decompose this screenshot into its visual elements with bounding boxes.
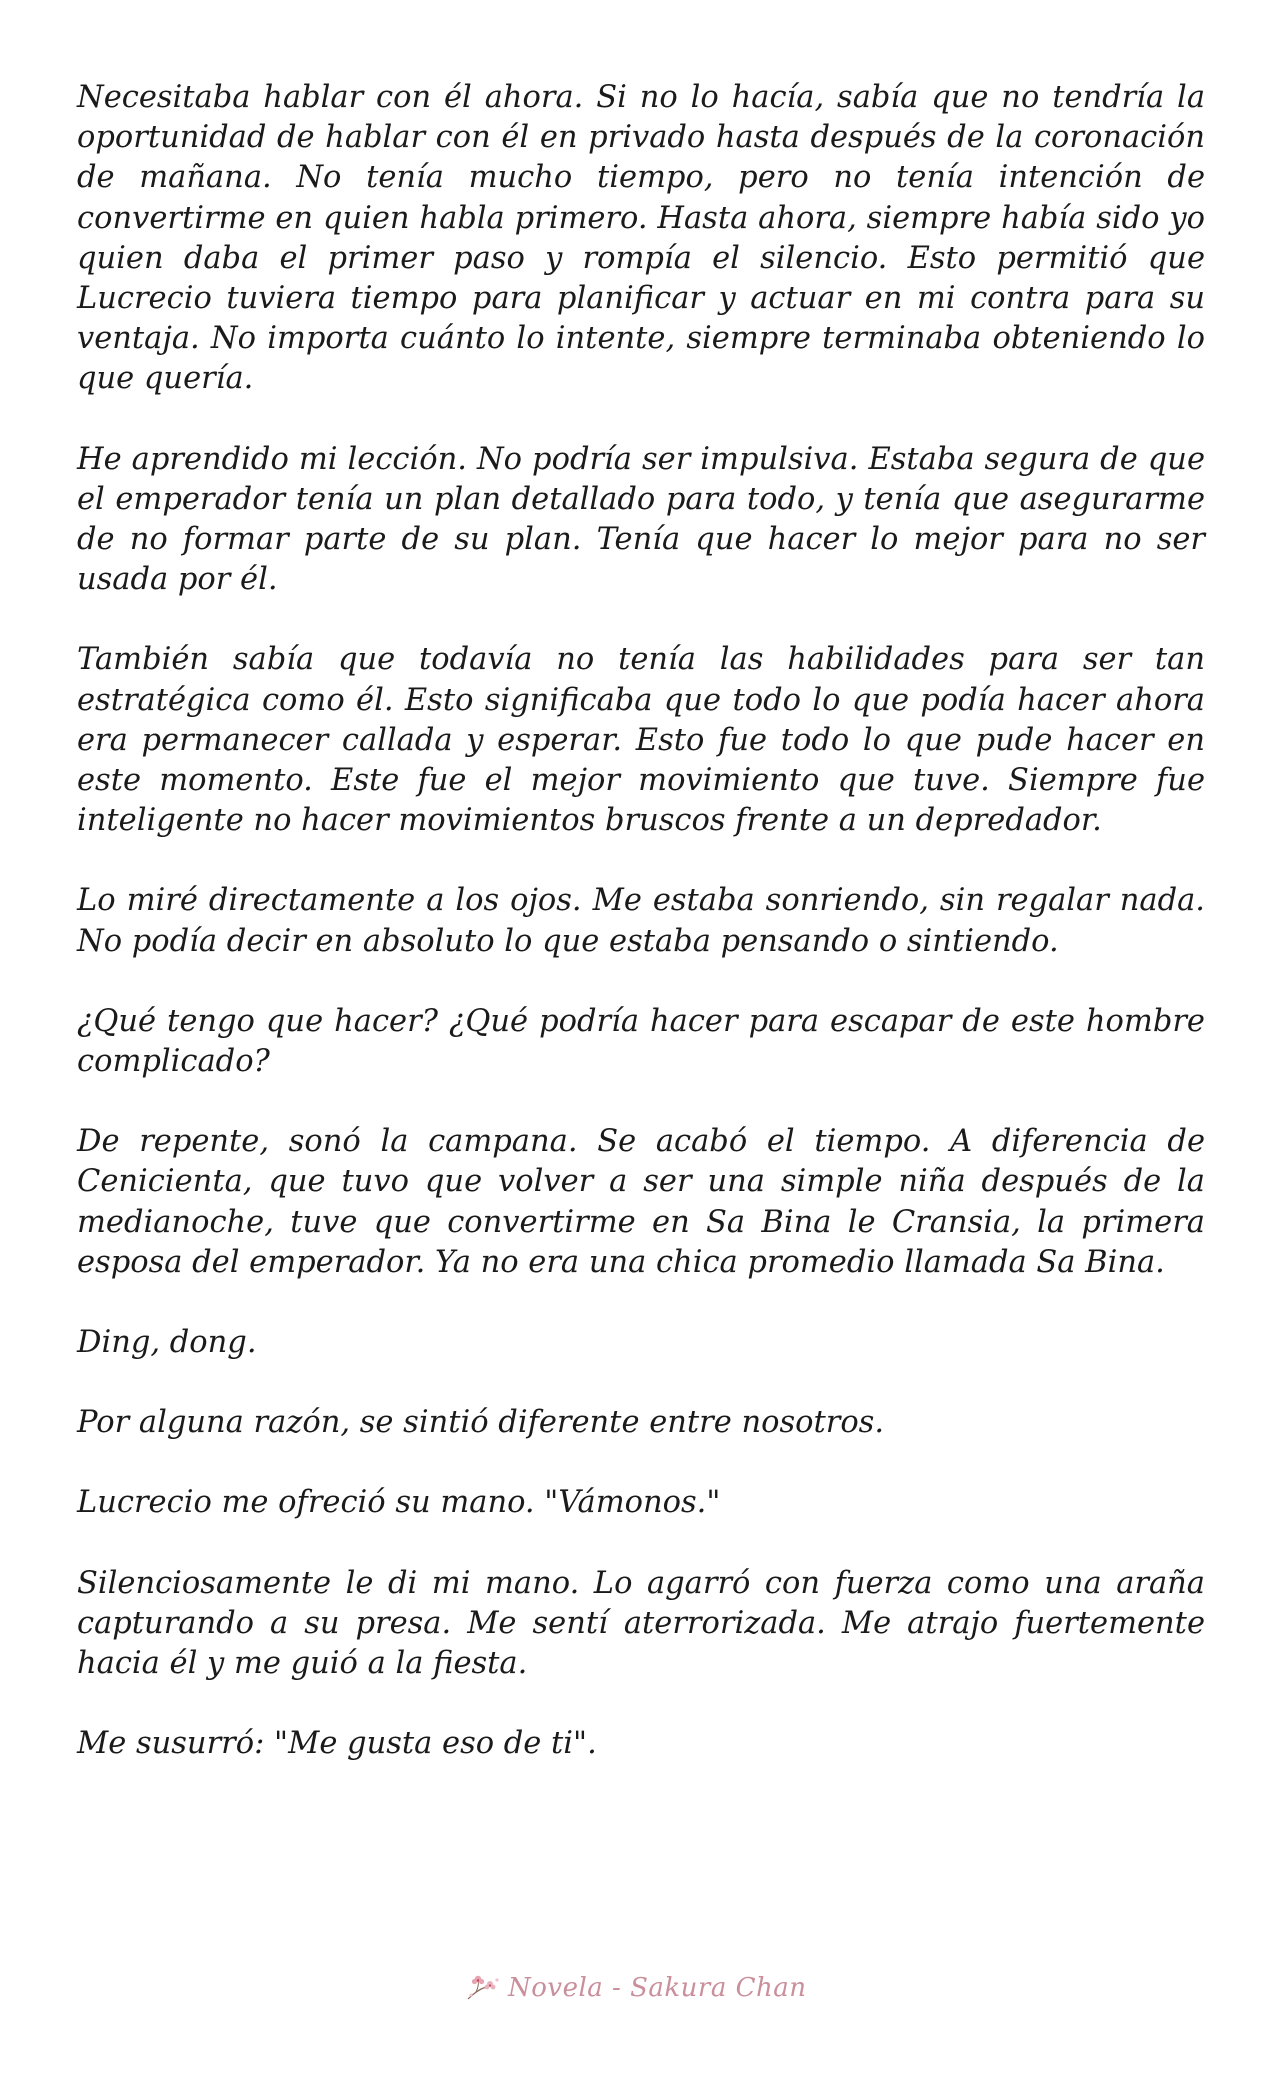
paragraph-5: ¿Qué tengo que hacer? ¿Qué podría hacer para escapar de este hombre complicado? <box>77 1003 1205 1080</box>
paragraph-1: Necesitaba hablar con él ahora. Si no lo hacía, sabía que no tendría la oportunidad de hablar con él en privado hasta después de la coronación de mañana. No tenía mucho tiempo, pero no tenía intención de convertirme en quien habla primero. Hasta ahora, siempre había sido yo quien daba el primer paso y rompía el silencio. Esto permitió que Lucrecio tuviera tiempo para planificar y actuar en mi contra para su ventaja. No importa cuánto lo intente, siempre terminaba obteniendo lo que quería. <box>77 80 1205 397</box>
paragraph-8: Por alguna razón, se sintió diferente entre nosotros. <box>77 1405 885 1441</box>
watermark-text: Novela - Sakura Chan <box>508 1973 807 2003</box>
paragraph-9: Lucrecio me ofreció su mano. "Vámonos." <box>77 1485 721 1521</box>
paragraph-6: De repente, sonó la campana. Se acabó el tiempo. A diferencia de Cenicienta, que tuvo que volver a ser una simple niña después de la medianoche, tuve que convertirme en Sa Bina le Cransia, la primera esposa del emperador. Ya no era una chica promedio llamada Sa Bina. <box>77 1124 1205 1280</box>
watermark <box>464 1968 807 2008</box>
paragraph-10: Silenciosamente le di mi mano. Lo agarró con fuerza como una araña capturando a su presa. Me sentí aterrorizada. Me atrajo fuertemente hacia él y me guió a la fiesta. <box>77 1565 1205 1682</box>
paragraph-7: Ding, dong. <box>77 1325 257 1361</box>
paragraph-11: Me susurró: "Me gusta eso de ti". <box>77 1726 597 1762</box>
paragraph-4: Lo miré directamente a los ojos. Me estaba sonriendo, sin regalar nada. No podía decir en absoluto lo que estaba pensando o sintiendo. <box>77 883 1205 959</box>
novel-page <box>77 78 1205 1805</box>
paragraph-3: También sabía que todavía no tenía las habilidades para ser tan estratégica como él. Esto significaba que todo lo que podía hacer ahora era permanecer callada y esperar. Esto fue todo lo que pude hacer en este momento. Este fue el mejor movimiento que tuve. Siempre fue inteligente no hacer movimientos bruscos frente a un depredador. <box>77 642 1205 839</box>
sakura-flower-icon <box>464 1971 502 2005</box>
paragraph-2: He aprendido mi lección. No podría ser impulsiva. Estaba segura de que el emperador tenía un plan detallado para todo, y tenía que asegurarme de no formar parte de su plan. Tenía que hacer lo mejor para no ser usada por él. <box>77 441 1205 598</box>
